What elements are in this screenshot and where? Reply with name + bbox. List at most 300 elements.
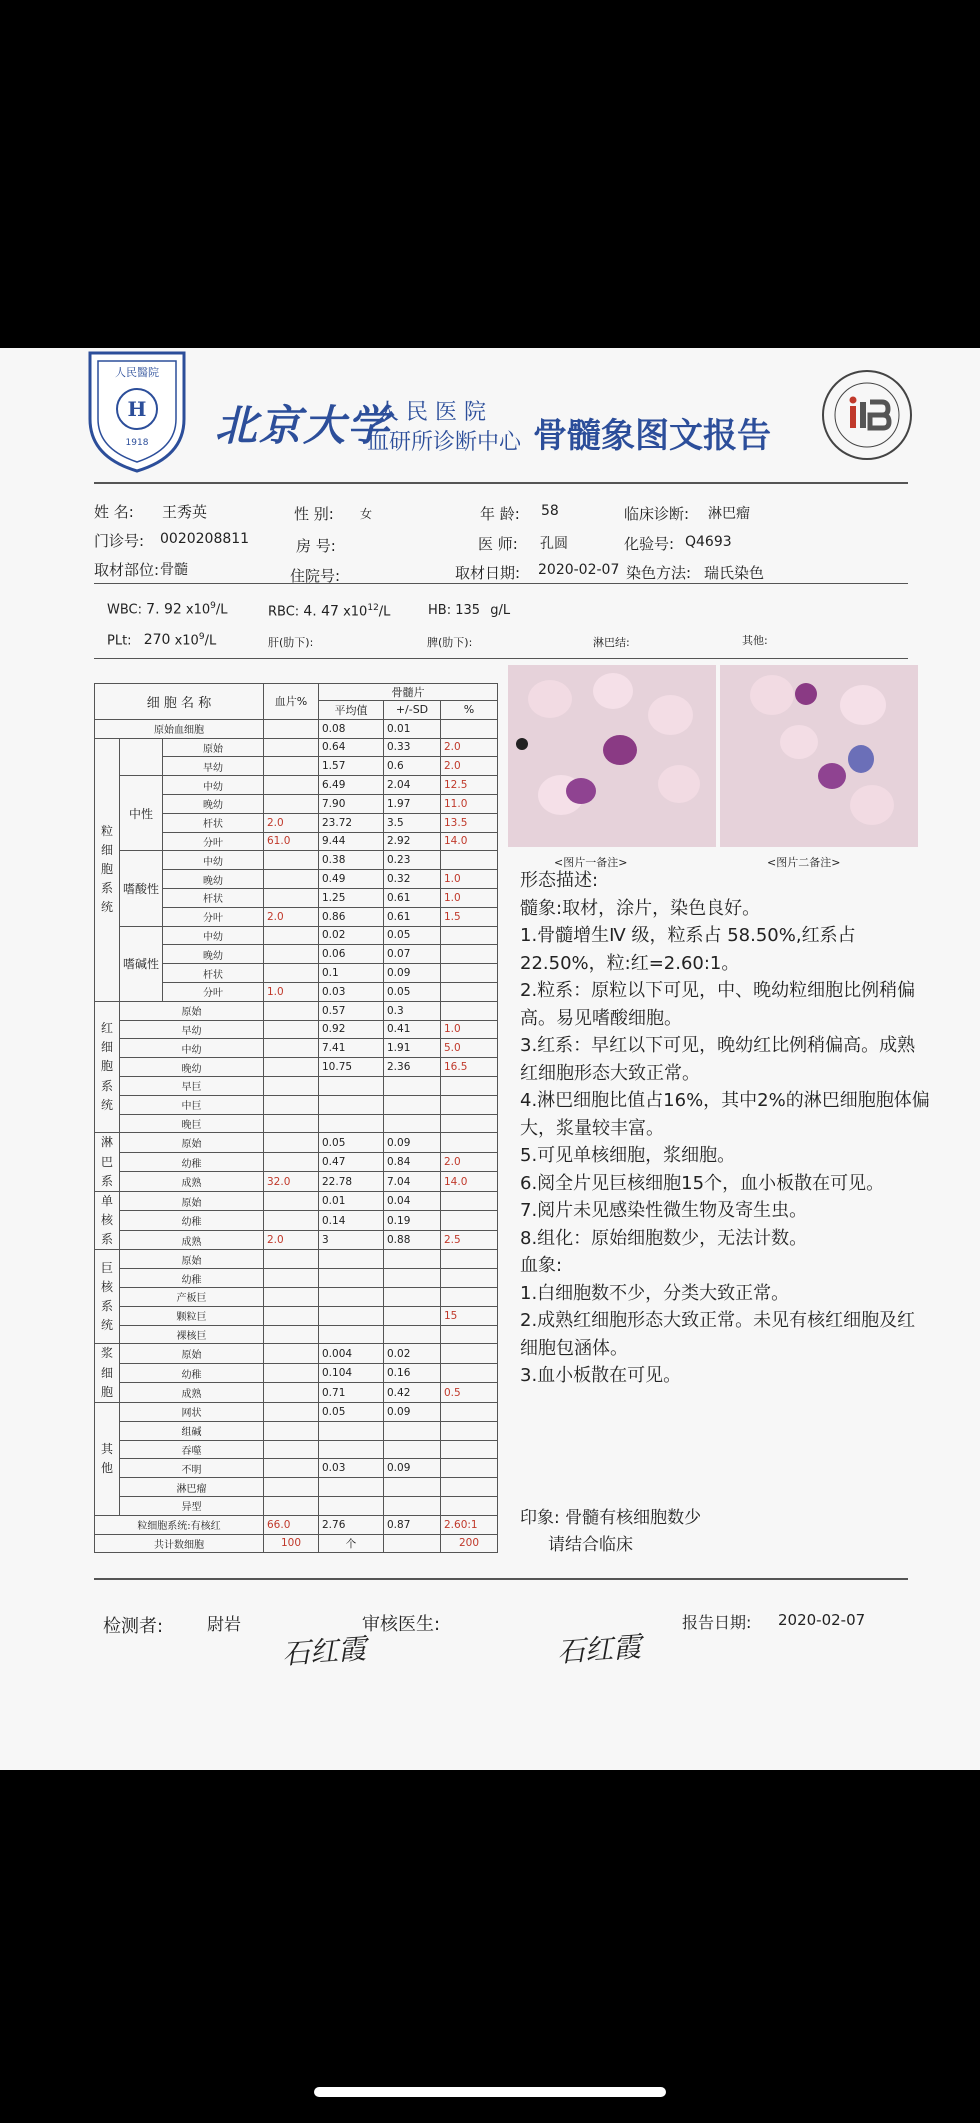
pct-value <box>441 1325 498 1344</box>
mean-value <box>319 1288 384 1307</box>
blood-value <box>264 1403 319 1422</box>
room-label: 房 号: <box>296 537 336 555</box>
pct-value: 1.0 <box>441 870 498 889</box>
pct-value <box>441 1459 498 1478</box>
impression-label: 印象: <box>520 1508 560 1528</box>
description-line: 5.可见单核细胞，浆细胞。 <box>520 1145 736 1166</box>
table-row <box>95 851 498 870</box>
mean-value: 0.06 <box>319 945 384 964</box>
seal-year: 1918 <box>125 438 149 448</box>
row-name: 幼稚 <box>120 1152 264 1172</box>
sd-value: 0.42 <box>384 1383 441 1403</box>
subgroup-neut: 中性 <box>120 776 163 851</box>
mean-value: 0.08 <box>319 719 384 738</box>
blood-value <box>264 1076 319 1095</box>
description-line: 3.红系：早红以下可见，晚幼红比例稍偏高。成熟红细胞形态大致正常。 <box>520 1035 916 1084</box>
group-gran: 粒细胞系统 <box>95 738 120 1001</box>
report-title: 骨髓象图文报告 <box>533 416 771 456</box>
blood-value <box>264 1363 319 1383</box>
sd-value: 0.07 <box>384 945 441 964</box>
mean-value: 0.01 <box>319 1191 384 1211</box>
patient-name: 王秀英 <box>162 503 208 521</box>
header-cell-pct: % <box>441 701 498 720</box>
pct-value: 2.5 <box>441 1230 498 1250</box>
plt-value: 270 <box>143 632 171 649</box>
pct-value: 1.5 <box>441 907 498 926</box>
sd-value: 0.01 <box>384 719 441 738</box>
mean-value: 0.47 <box>319 1152 384 1172</box>
date-label: 取材日期: <box>455 564 521 582</box>
row-name: 原始 <box>120 1191 264 1211</box>
table-row <box>95 1211 498 1231</box>
plt-line <box>107 632 216 648</box>
pct-value: 16.5 <box>441 1058 498 1077</box>
blood-value <box>264 1306 319 1325</box>
sd-value: 0.87 <box>384 1515 441 1534</box>
wbc-exp: 9 <box>210 601 216 611</box>
row-name: 中幼 <box>120 1039 264 1058</box>
blood-value <box>264 719 319 738</box>
seal-text: 人民醫院 <box>115 366 159 379</box>
sd-value <box>384 1421 441 1440</box>
rbc-label: RBC: <box>268 604 300 620</box>
pct-value <box>441 1344 498 1364</box>
row-name: 原始 <box>120 1344 264 1364</box>
blood-value: 66.0 <box>264 1515 319 1534</box>
sd-value <box>384 1440 441 1459</box>
row-name: 中幼 <box>163 851 264 870</box>
blood-value <box>264 945 319 964</box>
rbc-unit: x10 <box>343 604 368 620</box>
blood-value: 100 <box>264 1534 319 1553</box>
row-name: 杆状 <box>163 888 264 907</box>
description-line: 形态描述: <box>520 870 599 891</box>
group-lymph: 淋巴系 <box>95 1133 120 1192</box>
mean-value <box>319 1325 384 1344</box>
description-line: 髓象:取材，涂片，染色良好。 <box>520 897 761 919</box>
row-name: 原始 <box>120 1250 264 1269</box>
table-row <box>95 1076 498 1095</box>
row-name: 早幼 <box>163 757 264 776</box>
site-label: 取材部位: <box>94 561 160 579</box>
mean-value: 0.14 <box>319 1211 384 1231</box>
pct-value <box>441 1133 498 1153</box>
row-name: 产板巨 <box>120 1288 264 1307</box>
blood-value <box>264 1039 319 1058</box>
table-row <box>95 1288 498 1307</box>
mean-value: 0.05 <box>319 1403 384 1422</box>
tester-label: 检测者: <box>103 1616 164 1637</box>
row-name: 幼稚 <box>120 1363 264 1383</box>
blood-value <box>264 738 319 757</box>
table-row <box>95 1191 498 1211</box>
table-row <box>95 1058 498 1077</box>
wbc-label: WBC: <box>107 602 143 618</box>
wbc-unit: x10 <box>185 602 211 618</box>
pct-value <box>441 1496 498 1515</box>
sd-value <box>384 1534 441 1553</box>
row-name: 原始 <box>120 1133 264 1153</box>
blood-value <box>264 1383 319 1403</box>
sd-value: 0.09 <box>384 1133 441 1153</box>
row-name: 共计数细胞 <box>95 1534 264 1553</box>
sd-value: 0.41 <box>384 1020 441 1039</box>
report-date-label: 报告日期: <box>682 1613 752 1632</box>
sd-value <box>384 1076 441 1095</box>
sd-value: 7.04 <box>384 1172 441 1192</box>
mean-value: 2.76 <box>319 1515 384 1534</box>
table-row <box>95 776 498 795</box>
pct-value <box>441 851 498 870</box>
row-name: 原始血细胞 <box>95 719 264 738</box>
sd-value: 0.32 <box>384 870 441 889</box>
table-row <box>95 1230 498 1250</box>
clinic-label: 门诊号: <box>94 532 145 550</box>
blood-value <box>264 794 319 813</box>
description-line: 7.阅片未见感染性微生物及寄生虫。 <box>520 1200 808 1221</box>
pct-value: 5.0 <box>441 1039 498 1058</box>
pct-value: 11.0 <box>441 794 498 813</box>
table-row <box>95 1114 498 1133</box>
sd-value: 0.16 <box>384 1363 441 1383</box>
sd-value: 0.02 <box>384 1344 441 1364</box>
pct-value: 0.5 <box>441 1383 498 1403</box>
table-row <box>95 1534 498 1553</box>
reviewer-label: 审核医生: <box>362 1614 441 1635</box>
row-name: 分叶 <box>163 982 264 1001</box>
hb-unit: g/L <box>490 603 511 618</box>
table-row <box>95 1383 498 1403</box>
doctor-label: 医 师: <box>478 535 518 553</box>
svg-text:H: H <box>127 397 147 421</box>
table-row <box>95 1515 498 1534</box>
clinic-number: 0020208811 <box>160 531 250 547</box>
mean-value: 22.78 <box>319 1172 384 1192</box>
pct-value: 2.60:1 <box>441 1515 498 1534</box>
blood-value <box>264 1269 319 1288</box>
table-row <box>95 1344 498 1364</box>
mean-value: 0.02 <box>319 926 384 945</box>
pct-value <box>441 1250 498 1269</box>
mean-value: 0.03 <box>319 1459 384 1478</box>
description-line: 1.骨髓增生Ⅳ 级，粒系占 58.50%,红系占 22.50%，粒:红=2.60:1。 <box>520 925 856 974</box>
pct-value <box>441 719 498 738</box>
diag-label: 临床诊断: <box>624 505 690 523</box>
description-line: 血象: <box>520 1255 563 1276</box>
row-name: 晚幼 <box>120 1058 264 1077</box>
row-name: 晚幼 <box>163 794 264 813</box>
sd-value: 0.3 <box>384 1001 441 1020</box>
mean-value: 0.03 <box>319 982 384 1001</box>
subgroup-baso: 嗜碱性 <box>120 926 163 1001</box>
mean-value: 7.41 <box>319 1039 384 1058</box>
table-row <box>95 1133 498 1153</box>
plt-exp: 9 <box>198 632 205 642</box>
blood-value: 32.0 <box>264 1172 319 1192</box>
row-name: 中幼 <box>163 776 264 795</box>
inpatient-label: 住院号: <box>290 567 341 585</box>
mean-value: 6.49 <box>319 776 384 795</box>
spleen-label: 脾(肋下): <box>427 636 473 649</box>
row-name: 幼稚 <box>120 1269 264 1288</box>
pct-value <box>441 1478 498 1497</box>
blood-value <box>264 1058 319 1077</box>
header-cell-sd: +/-SD <box>384 701 441 720</box>
row-name: 吞噬 <box>120 1440 264 1459</box>
row-name: 早幼 <box>120 1020 264 1039</box>
table-row <box>95 719 498 738</box>
signature-1: 石红霞 <box>281 1632 368 1671</box>
table-row <box>95 1020 498 1039</box>
wbc-value: 7. 92 <box>146 601 182 618</box>
row-name: 不明 <box>120 1459 264 1478</box>
table-row <box>95 1459 498 1478</box>
pct-value <box>441 1363 498 1383</box>
row-name: 淋巴瘤 <box>120 1478 264 1497</box>
row-name: 异型 <box>120 1496 264 1515</box>
mean-value: 10.75 <box>319 1058 384 1077</box>
pct-value: 14.0 <box>441 1172 498 1192</box>
sd-value <box>384 1114 441 1133</box>
row-name: 杆状 <box>163 813 264 832</box>
signature-2: 石红霞 <box>556 1630 643 1669</box>
wbc-line <box>107 601 228 617</box>
pic2-caption: <图片二备注> <box>767 856 841 869</box>
report-date: 2020-02-07 <box>778 1611 866 1629</box>
sd-value: 0.05 <box>384 982 441 1001</box>
blood-value <box>264 1250 319 1269</box>
institute-logo <box>818 366 916 464</box>
description-line: 2.粒系：原粒以下可见，中、晚幼粒细胞比例稍偏高。易见嗜酸细胞。 <box>520 980 916 1029</box>
mean-value: 个 <box>319 1534 384 1553</box>
sd-value <box>384 1306 441 1325</box>
row-name: 晚巨 <box>120 1114 264 1133</box>
university-name: 北京大学 <box>215 401 392 450</box>
mean-value <box>319 1076 384 1095</box>
blood-value: 2.0 <box>264 1230 319 1250</box>
mean-value <box>319 1478 384 1497</box>
mean-value: 7.90 <box>319 794 384 813</box>
cell-count-table <box>94 683 498 1553</box>
sample-site: 骨髓 <box>160 562 188 578</box>
group-mega: 巨核系统 <box>95 1250 120 1344</box>
pct-value <box>441 1191 498 1211</box>
sd-value: 2.04 <box>384 776 441 795</box>
sd-value: 0.6 <box>384 757 441 776</box>
sd-value: 0.09 <box>384 1403 441 1422</box>
sd-value: 0.23 <box>384 851 441 870</box>
sd-value <box>384 1325 441 1344</box>
sd-value: 0.33 <box>384 738 441 757</box>
sd-value: 0.61 <box>384 888 441 907</box>
other-label: 其他: <box>742 634 768 647</box>
mean-value: 0.57 <box>319 1001 384 1020</box>
sd-value: 2.36 <box>384 1058 441 1077</box>
description-line: 8.组化：原始细胞数少，无法计数。 <box>520 1227 808 1249</box>
table-row <box>95 1421 498 1440</box>
row-name: 早巨 <box>120 1076 264 1095</box>
hb-label: HB: <box>428 603 452 618</box>
description-line: 4.淋巴细胞比值占16%，其中2%的淋巴细胞胞体偏大，浆量较丰富。 <box>520 1090 930 1139</box>
row-name: 分叶 <box>163 907 264 926</box>
table-row <box>95 1250 498 1269</box>
pct-value: 2.0 <box>441 1152 498 1172</box>
table-row <box>95 1039 498 1058</box>
blood-value: 1.0 <box>264 982 319 1001</box>
row-name: 原始 <box>163 738 264 757</box>
blood-value <box>264 1211 319 1231</box>
blood-value <box>264 1020 319 1039</box>
sd-value <box>384 1496 441 1515</box>
row-name: 颗粒巨 <box>120 1306 264 1325</box>
mean-value: 0.71 <box>319 1383 384 1403</box>
blood-value <box>264 888 319 907</box>
rbc-line <box>268 603 390 619</box>
row-name: 网状 <box>120 1403 264 1422</box>
mean-value: 0.104 <box>319 1363 384 1383</box>
blood-value <box>264 1459 319 1478</box>
age-label: 年 龄: <box>480 505 520 523</box>
group-plasma: 浆细胞 <box>95 1344 120 1403</box>
blood-value <box>264 1152 319 1172</box>
blood-value <box>264 776 319 795</box>
doctor-name: 孔圆 <box>540 536 568 552</box>
table-row <box>95 1403 498 1422</box>
pct-value: 200 <box>441 1534 498 1553</box>
blood-value: 2.0 <box>264 907 319 926</box>
morphology-description <box>520 867 930 1390</box>
row-name: 裸核巨 <box>120 1325 264 1344</box>
pct-value <box>441 1076 498 1095</box>
pct-value <box>441 1421 498 1440</box>
lab-label: 化验号: <box>624 535 675 553</box>
mean-value: 1.57 <box>319 757 384 776</box>
pct-value: 2.0 <box>441 757 498 776</box>
home-indicator[interactable] <box>314 2087 666 2097</box>
mean-value <box>319 1496 384 1515</box>
impression-line2: 请结合临床 <box>548 1535 633 1555</box>
sd-value <box>384 1250 441 1269</box>
impression <box>520 1503 701 1528</box>
table-row <box>95 1172 498 1192</box>
blood-value <box>264 870 319 889</box>
description-line: 1.白细胞数不少，分类大致正常。 <box>520 1282 790 1304</box>
wbc-tail: /L <box>215 602 228 618</box>
sd-value: 0.09 <box>384 964 441 983</box>
row-name: 中巨 <box>120 1095 264 1114</box>
pct-value <box>441 1001 498 1020</box>
sd-value: 0.19 <box>384 1211 441 1231</box>
row-name: 成熟 <box>120 1383 264 1403</box>
mean-value <box>319 1114 384 1133</box>
mean-value: 0.004 <box>319 1344 384 1364</box>
sd-value: 0.05 <box>384 926 441 945</box>
pct-value: 1.0 <box>441 888 498 907</box>
header-cell-marrow: 骨髓片 <box>319 684 498 701</box>
table-row <box>95 926 498 945</box>
mean-value: 0.86 <box>319 907 384 926</box>
patient-diag: 淋巴瘤 <box>708 506 750 522</box>
blood-value <box>264 964 319 983</box>
sd-value: 0.88 <box>384 1230 441 1250</box>
hospital-name: 人 民 医 院 <box>377 400 486 425</box>
blood-value <box>264 1421 319 1440</box>
pic1-caption: <图片一备注> <box>554 856 628 869</box>
plt-label: PLt: <box>107 633 132 649</box>
pct-value: 14.0 <box>441 832 498 851</box>
mean-value <box>319 1440 384 1459</box>
sd-value: 3.5 <box>384 813 441 832</box>
lab-number: Q4693 <box>685 534 732 550</box>
stain-method: 瑞氏染色 <box>704 564 765 582</box>
center-name: 血研所诊断中心 <box>367 430 522 455</box>
sd-value <box>384 1095 441 1114</box>
subgroup-eos: 嗜酸性 <box>120 851 163 926</box>
patient-sex: 女 <box>360 507 373 521</box>
table-row <box>95 738 498 757</box>
group-eryth: 红细胞系统 <box>95 1001 120 1133</box>
pct-value <box>441 1269 498 1288</box>
mean-value: 0.05 <box>319 1133 384 1153</box>
mean-value <box>319 1250 384 1269</box>
sd-value: 0.84 <box>384 1152 441 1172</box>
description-line: 6.阅全片见巨核细胞15个，血小板散在可见。 <box>520 1172 885 1194</box>
pct-value <box>441 1440 498 1459</box>
description-line: 2.成熟红细胞形态大致正常。未见有核红细胞及红细胞包涵体。 <box>520 1310 916 1359</box>
hb-value: 135 <box>455 603 481 618</box>
pct-value <box>441 982 498 1001</box>
mean-value <box>319 1269 384 1288</box>
sd-value: 2.92 <box>384 832 441 851</box>
blood-value: 2.0 <box>264 813 319 832</box>
row-name: 晚幼 <box>163 945 264 964</box>
mean-value: 9.44 <box>319 832 384 851</box>
mean-value: 1.25 <box>319 888 384 907</box>
row-name: 幼稚 <box>120 1211 264 1231</box>
pct-value <box>441 1288 498 1307</box>
micrograph-1 <box>508 665 716 847</box>
table-row <box>95 1001 498 1020</box>
mean-value: 23.72 <box>319 813 384 832</box>
header-cell-name: 细 胞 名 称 <box>95 684 264 720</box>
subgroup-blank <box>120 738 163 776</box>
header-cell-blood: 血片% <box>264 684 319 720</box>
blood-value <box>264 926 319 945</box>
blood-value <box>264 851 319 870</box>
sd-value: 0.04 <box>384 1191 441 1211</box>
row-name: 分叶 <box>163 832 264 851</box>
table-row <box>95 1095 498 1114</box>
lymph-node-label: 淋巴结: <box>593 636 630 649</box>
mean-value: 3 <box>319 1230 384 1250</box>
blood-value <box>264 1325 319 1344</box>
row-name: 原始 <box>120 1001 264 1020</box>
patient-age: 58 <box>541 503 559 519</box>
pct-value <box>441 964 498 983</box>
mean-value: 0.64 <box>319 738 384 757</box>
row-name: 组碱 <box>120 1421 264 1440</box>
sd-value: 0.61 <box>384 907 441 926</box>
sd-value <box>384 1288 441 1307</box>
tester-name: 尉岩 <box>207 1615 241 1635</box>
row-name: 成熟 <box>120 1230 264 1250</box>
hospital-seal-logo <box>82 349 192 473</box>
rbc-value: 4. 47 <box>303 603 339 620</box>
table-row <box>95 1152 498 1172</box>
blood-value <box>264 1001 319 1020</box>
blood-value <box>264 1133 319 1153</box>
rbc-tail: /L <box>378 604 391 620</box>
